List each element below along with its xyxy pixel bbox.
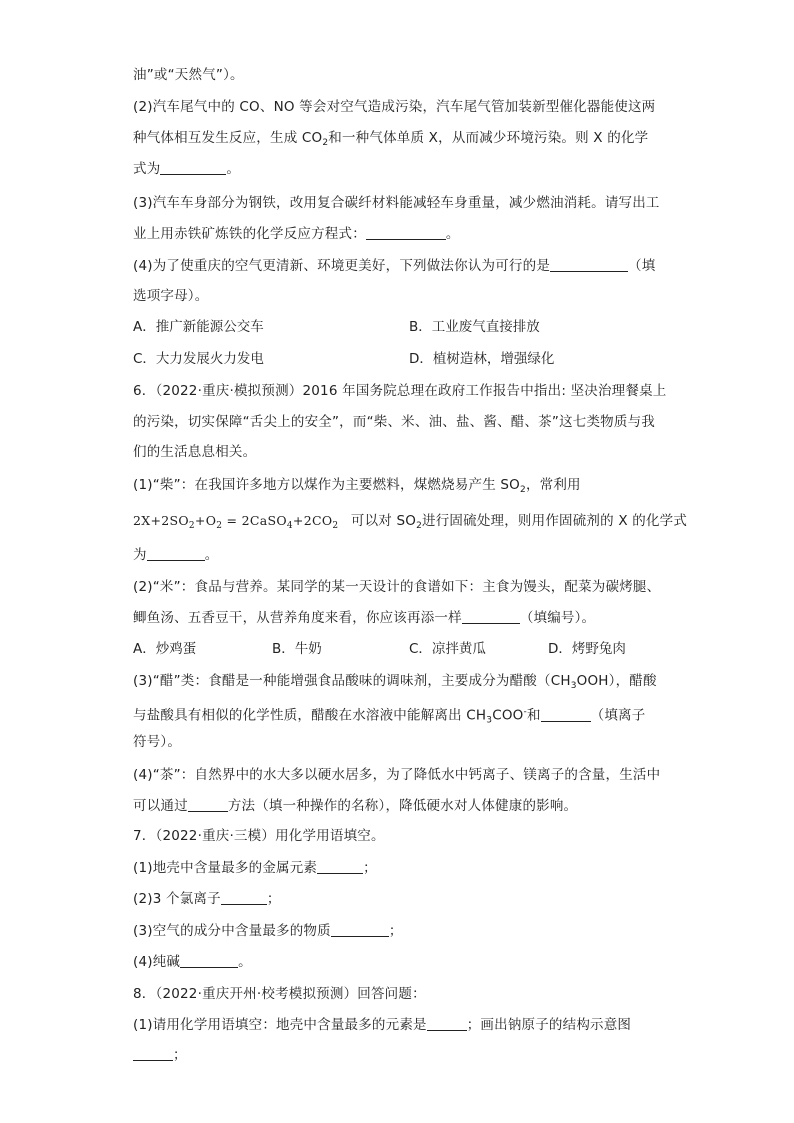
chemical-equation: $2X+2SO_2+O_2$ = $2CaSO_4+2CO_2$ [133, 513, 339, 531]
question-7-heading: 7．（2022·重庆·三模）用化学用语填空。 [133, 828, 385, 844]
text-line: 与盐酸具有相似的化学性质，醋酸在水溶液中能解离出 $CH_3COO^-$和 （填离子 [133, 707, 646, 726]
text-line: 可以通过 方法（填一种操作的名称），降低硬水对人体健康的影响。 [133, 798, 578, 814]
text-line: 们的生活息息相关。 [133, 444, 257, 460]
text-line [133, 66, 244, 84]
answer-blank[interactable] [550, 257, 628, 272]
text-line: ； [133, 1046, 187, 1064]
answer-blank[interactable] [462, 609, 520, 624]
answer-blank[interactable] [541, 707, 591, 722]
option-c: C．大力发展火力发电 [133, 351, 264, 367]
answer-blank[interactable] [160, 160, 226, 175]
text-line: (1)请用化学用语填空：地壳中含量最多的元素是 ；画出钠原子的结构示意图 [133, 1017, 632, 1033]
question-6-heading: 6．（2022·重庆·模拟预测）2016 年国务院总理在政府工作报告中指出: 坚决治理餐桌上 [133, 383, 667, 399]
text-line: 种气体相互发生反应，生成 $CO_2$和一种气体单质 X，从而减少环境污染。则 X 的化学 [133, 130, 649, 148]
option-a: A．推广新能源公交车 [133, 319, 264, 335]
text-line: (3)空气的成分中含量最多的物质 ； [133, 923, 403, 939]
answer-blank[interactable] [180, 953, 238, 968]
answer-blank[interactable] [221, 890, 267, 905]
text-line: (2)“米”：食品与营养。某同学的某一天设计的食谱如下：主食为馒头，配菜为碳烤腿、 [133, 579, 661, 595]
text-line: (1)地壳中含量最多的金属元素 ； [133, 860, 377, 876]
answer-blank[interactable] [133, 1046, 173, 1061]
text-line: (2)3 个氯离子 ； [133, 891, 281, 907]
answer-blank[interactable] [427, 1016, 467, 1031]
answer-blank[interactable] [366, 225, 446, 240]
text-line: 为 。 [133, 547, 219, 563]
text-line: 符号）。 [133, 734, 182, 750]
option-d: D．烤野兔肉 [548, 641, 626, 657]
text-line: 式为 。 [133, 161, 241, 177]
text-line: (3)汽车车身部分为钢铁，改用复合碳纤材料能减轻车身重量，减少燃油消耗。请写出工 [133, 195, 660, 211]
text-line: 选项字母）。 [133, 288, 209, 304]
text-line: (4)为了使重庆的空气更清新、环境更美好，下列做法你认为可行的是 （填 [133, 258, 656, 274]
option-a: A．炒鸡蛋 [133, 641, 197, 657]
text-line: (1)“柴”：在我国许多地方以煤作为主要燃料，煤燃烧易产生 $SO_2$，常利用 [133, 477, 581, 495]
answer-blank[interactable] [317, 859, 363, 874]
text-line: (4)纯碱 。 [133, 954, 252, 970]
text: 油”或“天然气”）。 [133, 67, 244, 83]
text-line: (4)“茶”：自然界中的水大多以硬水居多，为了降低水中钙离子、镁离子的含量，生活中 [133, 767, 661, 783]
text-line: 的污染，切实保障“舌尖上的安全”，而“柴、米、油、盐、酱、醋、茶”这七类物质与我 [133, 414, 655, 430]
text-line: (3)“醋”类：食醋是一种能增强食品酸味的调味剂，主要成分为醋酸$(CH_3OOH)$，醋酸 [133, 673, 657, 691]
option-c: C．凉拌黄瓜 [409, 641, 486, 657]
text-line: 业上用赤铁矿炼铁的化学反应方程式： 。 [133, 226, 460, 242]
answer-blank[interactable] [331, 922, 389, 937]
option-b: B．工业废气直接排放 [409, 319, 540, 335]
question-8-heading: 8．（2022·重庆开州·校考模拟预测）回答问题： [133, 986, 426, 1002]
text-line [133, 98, 655, 116]
option-d: D．植树造林，增强绿化 [409, 351, 555, 367]
answer-blank[interactable] [188, 797, 228, 812]
text: (2)汽车尾气中的 CO、NO 等会对空气造成污染，汽车尾气管加装新型催化器能使这两 [133, 99, 656, 115]
text-line: 鲫鱼汤、五香豆干，从营养角度来看，你应该再添一样 （填编号）。 [133, 610, 596, 626]
equation-line: $2X+2SO_2+O_2$ = $2CaSO_4+2CO_2$ 可以对 $SO_2$进行固硫处理，则用作固硫剂的 X 的化学式 [133, 513, 688, 531]
option-b: B．牛奶 [272, 641, 322, 657]
answer-blank[interactable] [147, 546, 205, 561]
